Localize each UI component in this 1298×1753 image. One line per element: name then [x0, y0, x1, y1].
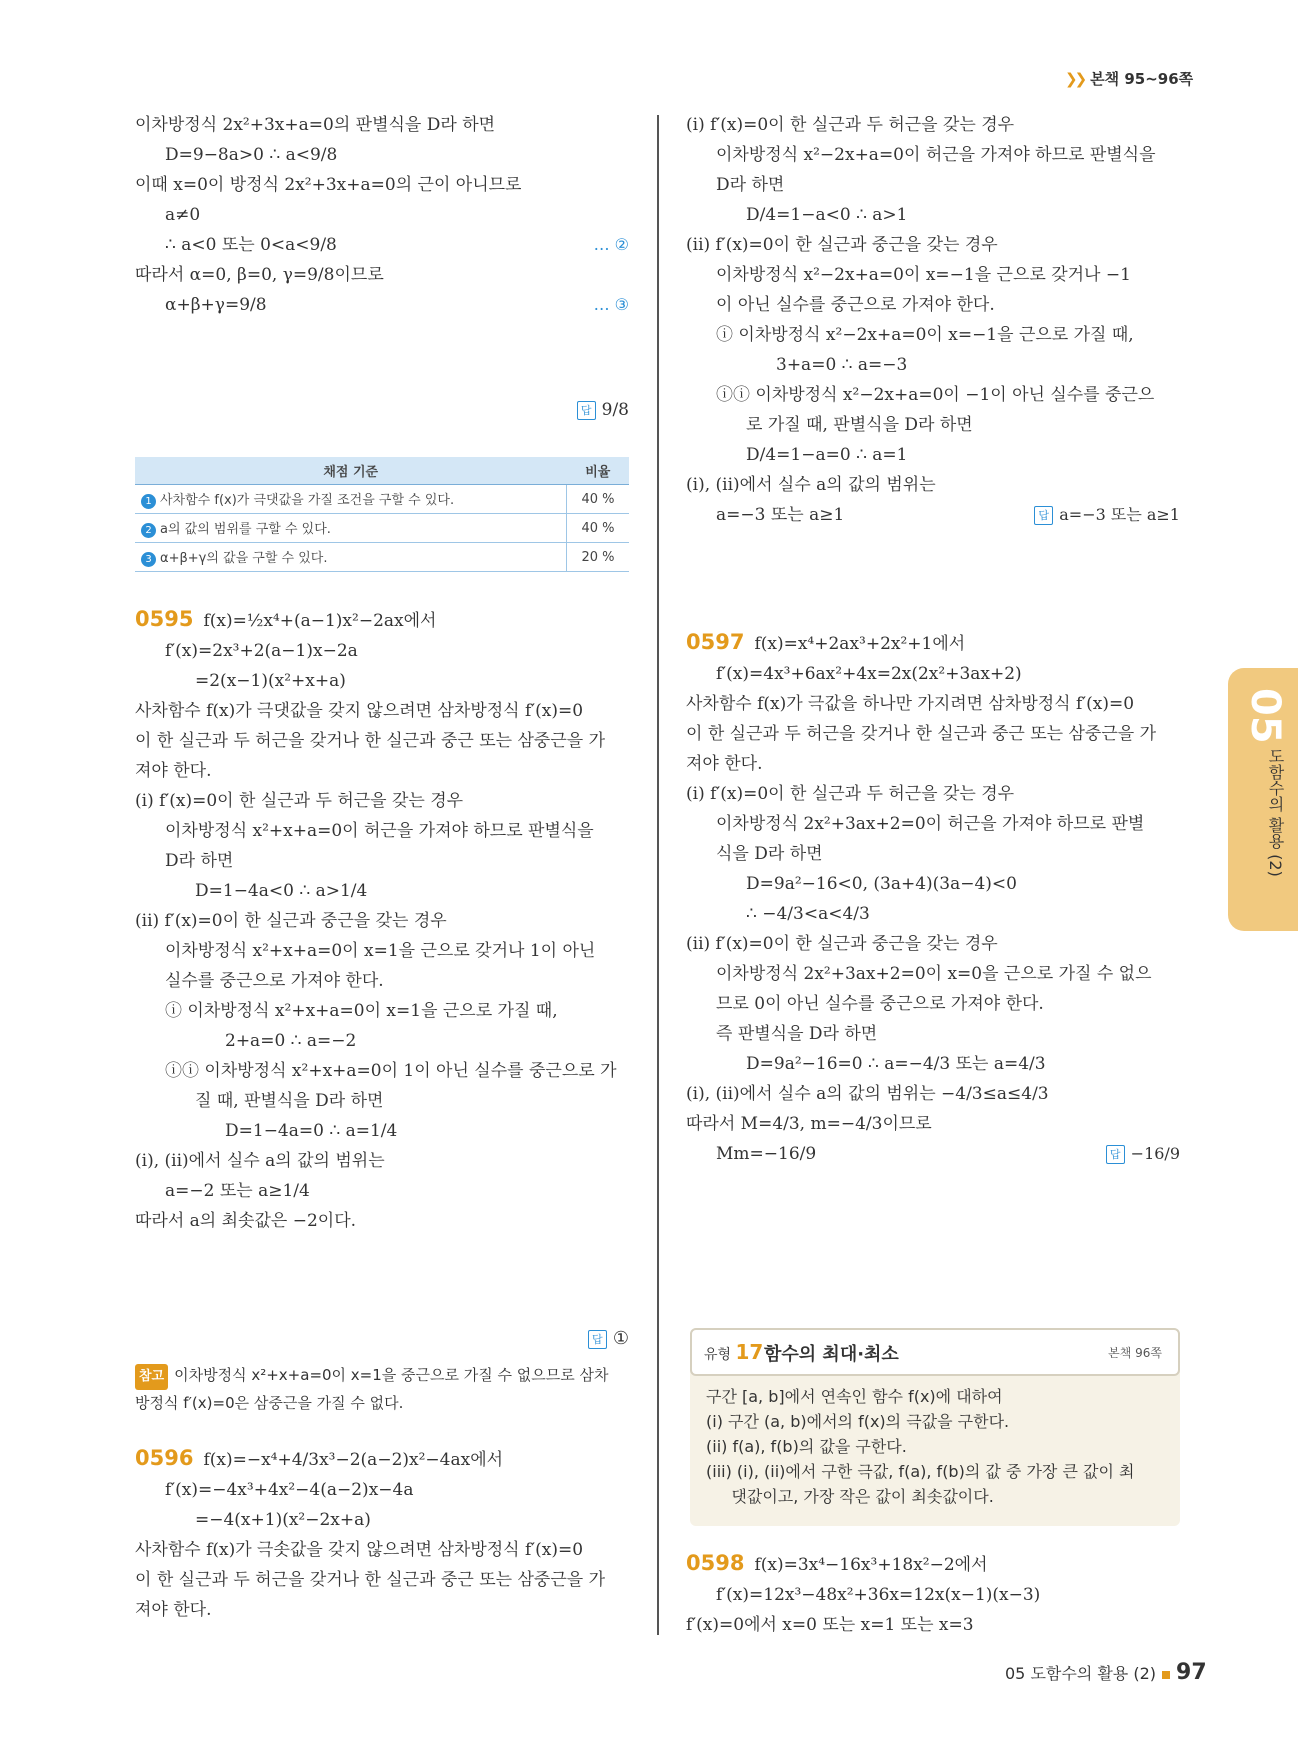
text-line: 따라서 a의 최솟값은 −2이다.	[135, 1211, 357, 1231]
text-line: 3+a=0 ∴ a=−3	[776, 355, 908, 375]
text-line: ⓘⓘ 이차방정식 x²+x+a=0이 1이 아닌 실수를 중근으로 가	[165, 1061, 617, 1081]
text-line: (ii) f′(x)=0이 한 실근과 중근을 갖는 경우	[135, 911, 447, 931]
problem-head: f(x)=x⁴+2ax³+2x²+1에서	[754, 634, 966, 654]
grading-table	[135, 457, 629, 572]
text-line: 따라서 M=4/3, m=−4/3이므로	[686, 1114, 932, 1134]
problem-number: 0595	[135, 607, 194, 631]
text-line: 이차방정식 2x²+3ax+2=0이 허근을 가져야 하므로 판별	[716, 814, 1145, 834]
text-line: (i) f′(x)=0이 한 실근과 두 허근을 갖는 경우	[686, 784, 1015, 804]
text-line: a=−2 또는 a≥1/4	[165, 1181, 310, 1201]
problem-0596	[135, 1443, 629, 1625]
page-footer	[1005, 1660, 1207, 1685]
text-line: 져야 한다.	[135, 761, 212, 781]
text-line: =−4(x+1)(x²−2x+a)	[195, 1510, 371, 1530]
text-line: ⓘ 이차방정식 x²+x+a=0이 x=1을 근으로 가질 때,	[165, 1001, 558, 1021]
text-line: 이차방정식 x²+x+a=0이 허근을 가져야 하므로 판별식을	[165, 821, 594, 841]
text-line: f′(x)=0에서 x=0 또는 x=1 또는 x=3	[686, 1615, 974, 1635]
problem-0597	[686, 627, 1180, 1169]
text-line: =2(x−1)(x²+x+a)	[195, 671, 346, 691]
text-line: 사차함수 f(x)가 극값을 하나만 가지려면 삼차방정식 f′(x)=0	[686, 694, 1135, 714]
text-line: 져야 한다.	[686, 754, 763, 774]
text-line: 이차방정식 2x²+3ax+2=0이 x=0을 근으로 가질 수 없으	[716, 964, 1152, 984]
answer-icon: 답	[577, 401, 596, 420]
text-line: (i) f′(x)=0이 한 실근과 두 허근을 갖는 경우	[135, 791, 464, 811]
grading-row: 1 사차함수 f(x)가 극댓값을 가질 조건을 구할 수 있다. 40 %	[135, 485, 629, 514]
text-line: (i) f′(x)=0이 한 실근과 두 허근을 갖는 경우	[686, 115, 1015, 135]
text-line: 2+a=0 ∴ a=−2	[225, 1031, 357, 1051]
step-marker: … ②	[593, 235, 629, 254]
problem-head: f(x)=½x⁴+(a−1)x²−2ax에서	[203, 611, 437, 631]
column-divider	[657, 115, 659, 1635]
text-line: 이때 x=0이 방정식 2x²+3x+a=0의 근이 아니므로	[135, 175, 522, 195]
text-line: 이 한 실근과 두 허근을 갖거나 한 실근과 중근 또는 삼중근을 가	[135, 731, 605, 751]
text-line: D=9a²−16<0, (3a+4)(3a−4)<0	[746, 874, 1017, 894]
answer-icon: 답	[588, 1330, 607, 1349]
text-line: 이 한 실근과 두 허근을 갖거나 한 실근과 중근 또는 삼중근을 가	[135, 1570, 605, 1590]
type-body	[706, 1384, 1134, 1509]
text-line: D라 하면	[716, 175, 785, 195]
grading-row: 2 a의 값의 범위를 구할 수 있다. 40 %	[135, 514, 629, 543]
left-column-top	[135, 110, 629, 320]
problem-head: f(x)=−x⁴+4/3x³−2(a−2)x²−4ax에서	[203, 1450, 504, 1470]
problem-number: 0596	[135, 1446, 194, 1470]
text-line: f′(x)=−4x³+4x²−4(a−2)x−4a	[165, 1480, 414, 1500]
chapter-number: 05	[1242, 688, 1288, 744]
note-0595: 참고 이차방정식 x²+x+a=0이 x=1을 중근으로 가질 수 없으므로 삼차 방정식 f′(x)=0은 삼중근을 가질 수 없다.	[135, 1366, 609, 1412]
note-tag: 참고	[135, 1364, 168, 1390]
text-line: D=1−4a=0 ∴ a=1/4	[225, 1121, 398, 1141]
text-line: ∴ −4/3<a<4/3	[746, 904, 870, 924]
text-line: (ii) f′(x)=0이 한 실근과 중근을 갖는 경우	[686, 235, 998, 255]
text-line: (i), (ii)에서 실수 a의 값의 범위는	[135, 1151, 385, 1171]
text-line: f′(x)=4x³+6ax²+4x=2x(2x²+3ax+2)	[716, 664, 1022, 684]
type-line: (i) 구간 (a, b)에서의 f(x)의 극값을 구한다.	[706, 1412, 1010, 1431]
type-reference: 본책 96쪽	[1108, 1346, 1162, 1360]
text-line: D=1−4a<0 ∴ a>1/4	[195, 881, 368, 901]
answer-mark: 답 −16/9	[1106, 1139, 1180, 1169]
text-line: f′(x)=2x³+2(a−1)x−2a	[165, 641, 358, 661]
grading-header-criteria: 채점 기준	[135, 457, 567, 485]
text-line: 이차방정식 2x²+3x+a=0의 판별식을 D라 하면	[135, 115, 496, 135]
answer-icon: 답	[1106, 1145, 1125, 1164]
answer-0595: 답 ①	[500, 1328, 629, 1349]
answer-icon: 답	[1034, 506, 1053, 525]
footer-square-icon	[1162, 1671, 1170, 1679]
text-line: (i), (ii)에서 실수 a의 값의 범위는	[686, 475, 936, 495]
text-line: ⓘ 이차방정식 x²−2x+a=0이 x=−1을 근으로 가질 때,	[716, 325, 1134, 345]
text-line: 따라서 α=0, β=0, γ=9/8이므로	[135, 265, 384, 285]
text-line: 로 가질 때, 판별식을 D라 하면	[746, 415, 973, 435]
problem-number: 0598	[686, 1551, 745, 1575]
page-reference: ❯❯ 본책 95~96쪽	[1065, 70, 1194, 88]
right-column-top	[686, 110, 1180, 530]
type-line: 구간 [a, b]에서 연속인 함수 f(x)에 대하여	[706, 1387, 1003, 1406]
text-line: 이차방정식 x²−2x+a=0이 허근을 가져야 하므로 판별식을	[716, 145, 1156, 165]
type-title: 함수의 최대·최소	[764, 1344, 899, 1365]
text-line: 므로 0이 아닌 실수를 중근으로 가져야 한다.	[716, 994, 1044, 1014]
grading-row: 3 α+β+γ의 값을 구할 수 있다. 20 %	[135, 543, 629, 572]
text-line: a=−3 또는 a≥1 답 a=−3 또는 a≥1	[686, 500, 1180, 530]
answer-0594: 답 9/8	[500, 400, 629, 420]
type-line: 댓값이고, 가장 작은 값이 최솟값이다.	[706, 1487, 994, 1506]
text-line: (i), (ii)에서 실수 a의 값의 범위는 −4/3≤a≤4/3	[686, 1084, 1049, 1104]
text-line: D/4=1−a=0 ∴ a=1	[746, 445, 908, 465]
page-number: 97	[1176, 1660, 1207, 1685]
text-line: (ii) f′(x)=0이 한 실근과 중근을 갖는 경우	[686, 934, 998, 954]
text-line: D=9a²−16=0 ∴ a=−4/3 또는 a=4/3	[746, 1054, 1046, 1074]
text-line: 져야 한다.	[135, 1600, 212, 1620]
text-line: 이 한 실근과 두 허근을 갖거나 한 실근과 중근 또는 삼중근을 가	[686, 724, 1156, 744]
text-line: D/4=1−a<0 ∴ a>1	[746, 205, 908, 225]
text-line: 질 때, 판별식을 D라 하면	[195, 1091, 384, 1111]
problem-number: 0597	[686, 630, 745, 654]
chapter-side-tab[interactable]	[1228, 668, 1298, 931]
problem-head: f(x)=3x⁴−16x³+18x²−2에서	[754, 1555, 988, 1575]
step-marker: … ③	[593, 295, 629, 314]
text-line: 이차방정식 x²−2x+a=0이 x=−1을 근으로 갖거나 −1	[716, 265, 1131, 285]
text-line: 사차함수 f(x)가 극솟값을 갖지 않으려면 삼차방정식 f′(x)=0	[135, 1540, 584, 1560]
text-line: a≠0	[165, 205, 201, 225]
problem-0598	[686, 1548, 1180, 1640]
text-line: 이 아닌 실수를 중근으로 가져야 한다.	[716, 295, 995, 315]
step-number-icon: 3	[141, 552, 156, 567]
text-line: D=9−8a>0 ∴ a<9/8	[165, 145, 338, 165]
problem-0595	[135, 604, 629, 1236]
chapter-title: 도함수의 활용 (2)	[1266, 748, 1285, 877]
text-line: Mm=−16/9 답 −16/9	[686, 1139, 1180, 1169]
text-line: D라 하면	[165, 851, 234, 871]
text-line: ⓘⓘ 이차방정식 x²−2x+a=0이 −1이 아닌 실수를 중근으	[716, 385, 1155, 405]
type-line: (iii) (i), (ii)에서 구한 극값, f(a), f(b)의 값 중 가장 큰 값이 최	[706, 1462, 1135, 1481]
type-header: 유형 17 함수의 최대·최소 본책 96쪽	[690, 1328, 1180, 1376]
step-number-icon: 2	[141, 523, 156, 538]
text-line: 이차방정식 x²+x+a=0이 x=1을 근으로 갖거나 1이 아닌	[165, 941, 596, 961]
text-line: f′(x)=12x³−48x²+36x=12x(x−1)(x−3)	[716, 1585, 1041, 1605]
footer-chapter: 05 도함수의 활용 (2)	[1005, 1664, 1157, 1683]
text-line: ∴ a<0 또는 0<a<9/8 … ②	[135, 230, 629, 260]
text-line: α+β+γ=9/8 … ③	[135, 290, 629, 320]
type-line: (ii) f(a), f(b)의 값을 구한다.	[706, 1437, 907, 1456]
text-line: 사차함수 f(x)가 극댓값을 갖지 않으려면 삼차방정식 f′(x)=0	[135, 701, 584, 721]
text-line: 식을 D라 하면	[716, 844, 823, 864]
answer-mark: 답 a=−3 또는 a≥1	[1034, 500, 1180, 530]
grading-header-ratio: 비율	[567, 457, 630, 485]
step-number-icon: 1	[141, 494, 156, 509]
text-line: 실수를 중근으로 가져야 한다.	[165, 971, 384, 991]
text-line: 즉 판별식을 D라 하면	[716, 1024, 878, 1044]
